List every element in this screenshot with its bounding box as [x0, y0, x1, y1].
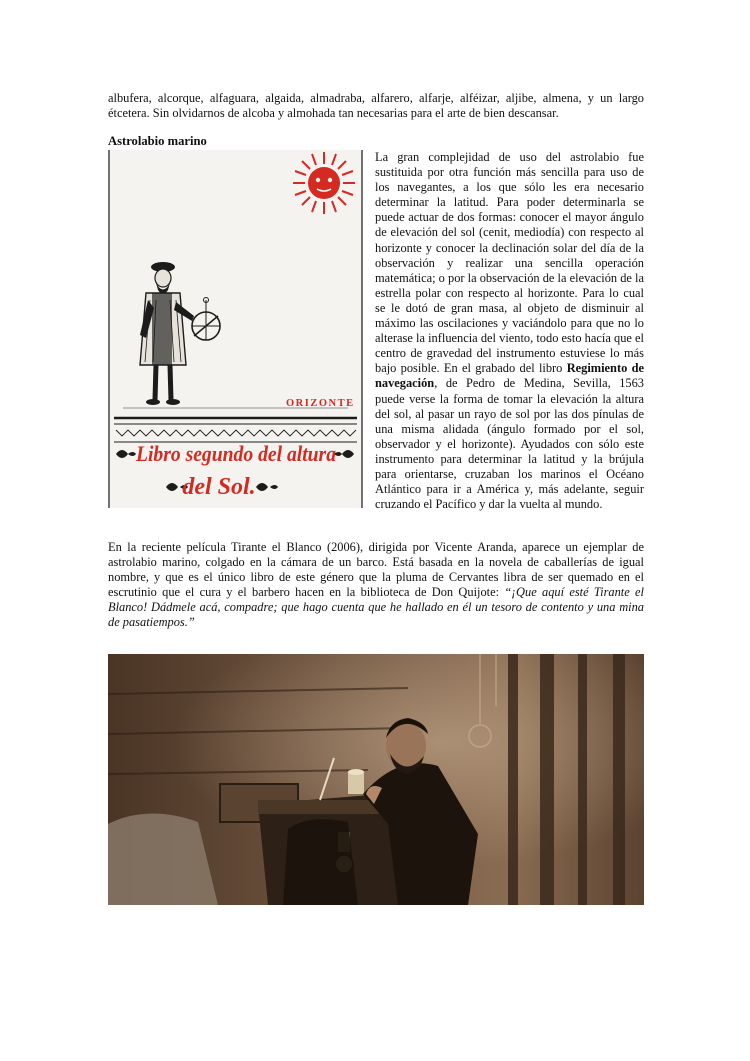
astrolabe-paragraph	[375, 150, 644, 512]
navigator-figure	[140, 262, 194, 405]
intro-paragraph: albufera, alcorque, alfaguara, algaida, almadraba, alfarero, alfarje, alféizar, aljibe, almena, y un largo étcetera. Sin olvidarnos de alcoba y almohada tan necesarias para el arte de bien descansar.	[108, 91, 644, 121]
film-text: En la reciente película Tirante el Blanco (2006), dirigida por Vicente Aranda, aparece un ejemplar de astrolabio marino, colgado en la cámara de un barco. Está basada en la novela de caballerías de igual nombre, y que es el único libro de este género que la pluma de Cervantes libra de ser quemado en el escrutinio que el cura y el barbero hacen en la biblioteca de Don Quijote:	[108, 540, 644, 600]
astrolabe-icon	[192, 298, 220, 341]
book-title: Regimiento de navegación	[375, 361, 644, 391]
woodcut-illustration	[108, 150, 363, 508]
caption-line-1: Libro segundo del altura	[135, 441, 336, 466]
astrolabe-text-part-1: La gran complejidad de uso del astrolabio fue sustituida por otra función más sencilla para uso de los navegantes, a los que sólo les era necesario determinar la latitud. Para poder determinarla se puede actuar de dos formas: conocer el mayor ángulo de elevación del sol (cenit, mediodía) con respecto al horizonte y conocer la declinación solar del día de la observación y realizar una sencilla operación matemática; o por la observación de la elevación de la estrella polar con respecto al horizonte. Para lo cual se le dotó de gran masa, al objeto de disminuir al máximo las oscilaciones y vaciándolo para que no lo alterase la influencia del viento, todo esto hacía que el centro de gravedad del instrumento estuviese lo más bajo posible. En el grabado del libro	[375, 150, 644, 376]
quijote-quote: “¡Que aquí esté Tirante el Blanco! Dádmele acá, compadre; que hago cuenta que he hallado en él un tesoro de contento y una mina de pasatiempos.”	[108, 585, 644, 630]
astrolabe-text-part-2: , de Pedro de Medina, Sevilla, 1563 puede verse la forma de tomar la elevación la altura del sol, al pasar un rayo de sol por las dos pínulas de una misma alidada (ángulo formado por el sol, observador y el horizonte). Ayudados con sólo este instrumento para determinar la latitud y la brújula para orientarse, cruzaban los marinos el Océano Atlántico para ir a América y, más adelante, seguir cruzando el Pacífico y dar la vuelta al mundo.	[375, 376, 644, 512]
section-heading: Astrolabio marino	[108, 134, 207, 148]
caption-line-2: del Sol.	[182, 474, 256, 500]
film-still-photo	[108, 654, 644, 905]
sun-icon	[293, 152, 355, 214]
horizon-label: ORIZONTE	[286, 398, 355, 409]
film-paragraph	[108, 540, 644, 631]
ornament-border	[114, 418, 357, 442]
